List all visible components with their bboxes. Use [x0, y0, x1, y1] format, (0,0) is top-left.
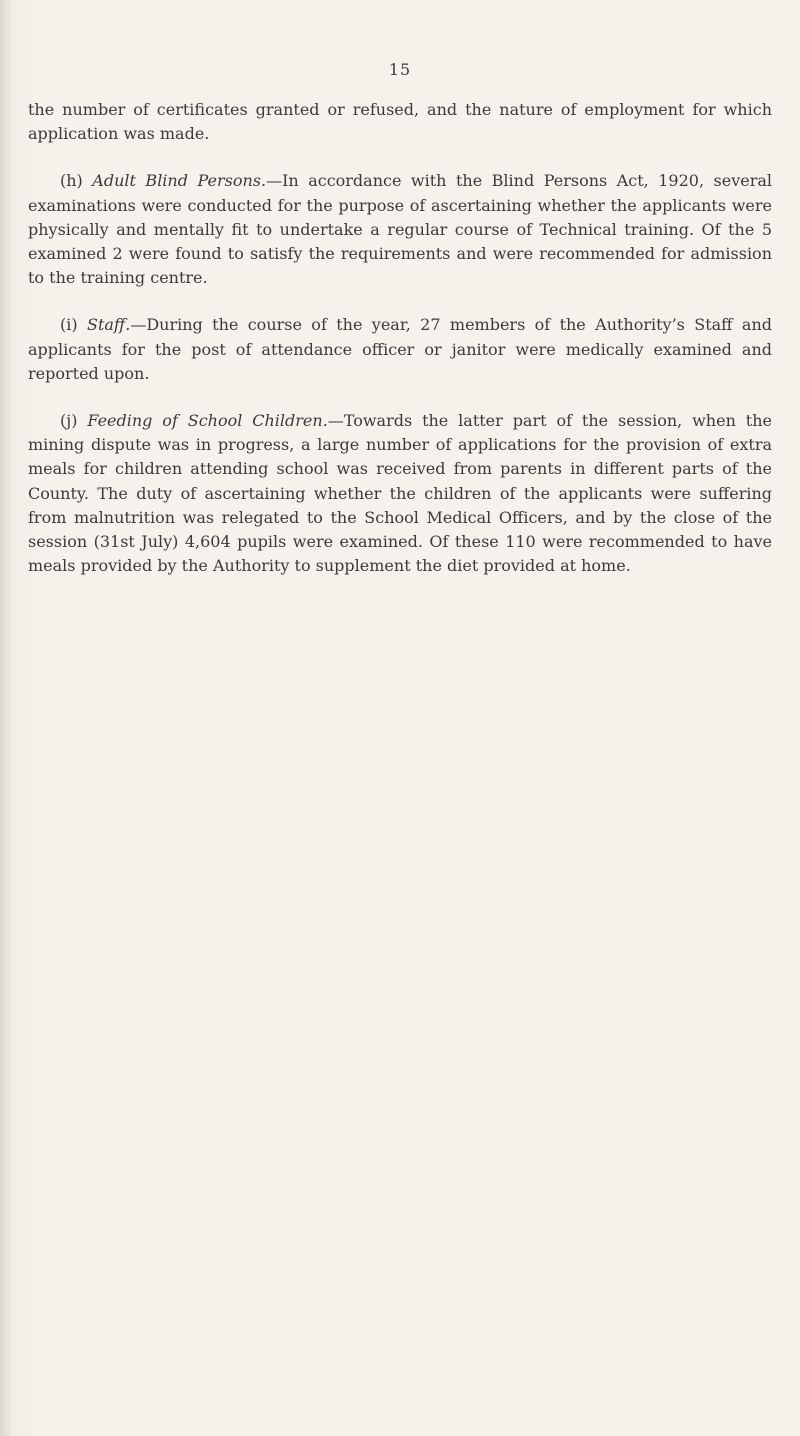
paragraph-continuation	[28, 98, 772, 146]
paragraph-adult-blind-persons	[28, 169, 772, 290]
body-text	[28, 98, 772, 601]
paragraph-label: (i)	[60, 315, 78, 335]
page-number: 15	[388, 60, 412, 79]
paragraph-heading: Adult Blind Persons.	[92, 171, 267, 191]
paragraph-label: (j)	[60, 411, 78, 431]
paragraph-heading: Feeding of School Children.	[87, 411, 328, 431]
paragraph-feeding-of-school-children	[28, 409, 772, 578]
paragraph-heading: Staff.	[86, 315, 131, 335]
paragraph-staff	[28, 313, 772, 386]
paragraph-text: —Towards the latter part of the session, when the mining dispute was in progress, a large number of applications for the provision of extra meals for children attending school was received from parents in different parts of the County. The duty of ascertaining whether the children of the applicants were suffering from malnutrition was relegated to the School Medical Officers, and by the close of the session (31st July) 4,604 pupils were examined. Of these 110 were recommended to have meals provided by the Authority to supplement the diet provided at home.	[28, 411, 772, 576]
binding-edge	[0, 0, 10, 1436]
paragraph-text: the number of certificates granted or refused, and the nature of employment for which application was made.	[28, 100, 772, 144]
paragraph-text: —During the course of the year, 27 members of the Authority’s Staff and applicants for the post of attendance officer or janitor were medically examined and reported upon.	[28, 315, 773, 383]
paragraph-text: —In accordance with the Blind Persons Act, 1920, several examinations were conducted for the purpose of ascertaining whether the applicants were physically and mentally fit to undertake a regular course of Technical training. Of the 5 examined 2 were found to satisfy the requirements and were recommended for admission to the training centre.	[28, 171, 773, 288]
paragraph-label: (h)	[60, 171, 83, 191]
